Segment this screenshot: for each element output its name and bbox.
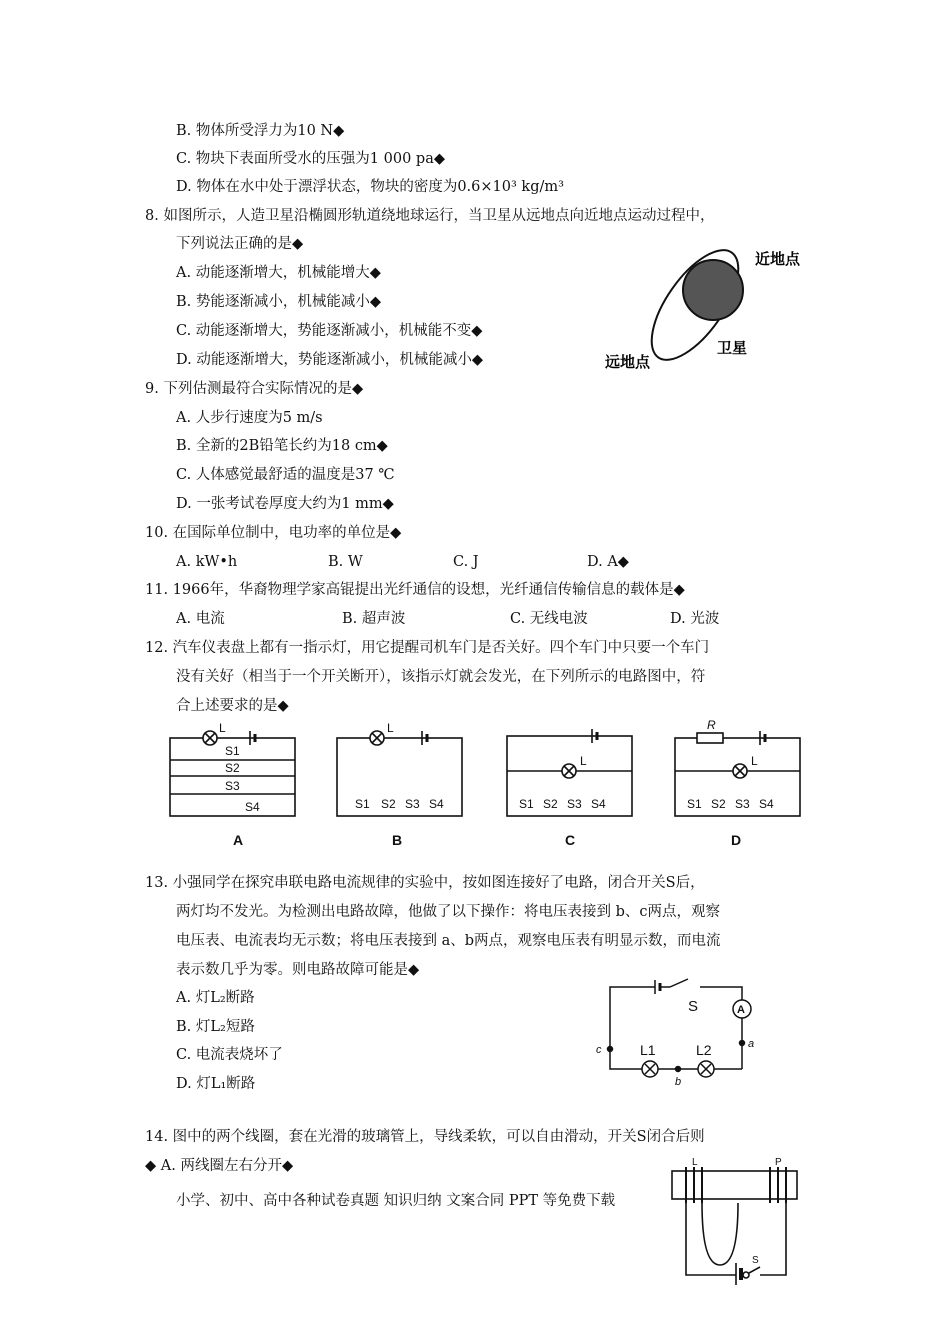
q8-option-c: C. 动能逐渐增大，势能逐渐减小，机械能不变◆ [176,323,483,339]
lamp-l2-label: L2 [696,1042,712,1058]
q9-stem: 9. 下列估测最符合实际情况的是◆ [145,381,364,397]
switch-label: S4 [591,797,606,811]
figure-label-c: C [565,832,576,848]
circuit-b [337,721,462,848]
q10-option-a: A. kW•h [176,554,238,570]
switch-label: S1 [355,797,370,811]
coil-l-label: L [692,1157,698,1168]
switch-label: S2 [543,797,558,811]
q13-stem-2: 两灯均不发光。为检测出电路故障，他做了以下操作：将电压表接到 b、c两点，观察 [176,904,721,920]
q12-stem-1: 12. 汽车仪表盘上都有一指示灯，用它提醒司机车门是否关好。四个车门中只要一个车门 [145,640,710,656]
lamp-l1-label: L1 [640,1042,656,1058]
q13-stem-1: 13. 小强同学在探究串联电路电流规律的实验中，按如图连接好了电路，闭合开关S后， [145,875,705,891]
q14-stem: 14. 图中的两个线圈，套在光滑的玻璃管上，导线柔软，可以自由滑动，开关S闭合后则 [145,1129,705,1145]
q11-stem: 11. 1966年，华裔物理学家高锟提出光纤通信的设想，光纤通信传输信息的载体是◆ [145,582,685,598]
q11-option-a: A. 电流 [176,611,225,627]
q10-option-d: D. A◆ [587,554,629,570]
q8-option-d: D. 动能逐渐增大，势能逐渐减小，机械能减小◆ [176,352,483,368]
q12-circuit-figures [165,718,805,853]
q13-option-b: B. 灯L₂短路 [176,1019,255,1035]
circuit-a [170,721,295,848]
switch-label: S1 [225,744,240,758]
far-point-label: 远地点 [605,354,651,371]
resistor-label: R [707,718,716,732]
switch-label: S4 [245,800,260,814]
q7-option-c: C. 物块下表面所受水的压强为1 000 pa◆ [176,151,445,167]
switch-label: S [688,998,699,1015]
switch-label: S3 [405,797,420,811]
q7-option-d: D. 物体在水中处于漂浮状态，物块的密度为0.6×10³ kg/m³ [176,179,564,195]
q13-option-d: D. 灯L₁断路 [176,1076,256,1092]
ammeter-label: A [737,1004,745,1016]
lamp-label: L [751,754,758,768]
switch-label: S1 [687,797,702,811]
point-a-label: a [748,1038,755,1050]
near-point-label: 近地点 [755,251,801,268]
circuit-c [507,729,632,848]
q9-option-c: C. 人体感觉最舒适的温度是37 ℃ [176,467,395,483]
q9-option-b: B. 全新的2B铅笔长约为18 cm◆ [176,438,388,454]
q8-option-a: A. 动能逐渐增大，机械能增大◆ [176,265,381,281]
circuit-d [675,718,800,848]
point-c-label: c [596,1044,602,1056]
q14-coil-figure [660,1155,810,1285]
q14-option-a: ◆ A. 两线圈左右分开◆ [145,1158,294,1174]
switch-label: S4 [429,797,444,811]
q8-stem-2: 下列说法正确的是◆ [176,236,304,252]
q10-option-b: B. W [328,554,363,570]
switch-label: S2 [225,761,240,775]
q11-option-c: C. 无线电波 [510,611,588,627]
switch-label: S3 [225,779,240,793]
point-b-label: b [675,1076,682,1088]
q8-option-b: B. 势能逐渐减小，机械能减小◆ [176,294,382,310]
switch-label: S2 [711,797,726,811]
lamp-label: L [219,721,226,735]
q7-option-b: B. 物体所受浮力为10 N◆ [176,123,345,139]
q12-stem-2: 没有关好（相当于一个开关断开），该指示灯就会发光，在下列所示的电路图中，符 [176,669,706,685]
lamp-label: L [580,754,587,768]
footer-download-text: 小学、初中、高中各种试卷真题 知识归纳 文案合同 PPT 等免费下载 [176,1193,616,1209]
q13-option-a: A. 灯L₂断路 [176,990,255,1006]
switch-label: S3 [567,797,582,811]
q11-option-d: D. 光波 [670,611,720,627]
switch-label: S2 [381,797,396,811]
switch-label: S3 [735,797,750,811]
q13-stem-3: 电压表、电流表均无示数；将电压表接到 a、b两点，观察电压表有明显示数，而电流 [176,933,721,949]
q8-stem-1: 8. 如图所示，人造卫星沿椭圆形轨道绕地球运行，当卫星从远地点向近地点运动过程中， [145,208,715,224]
q13-circuit-figure [590,975,760,1090]
q13-option-c: C. 电流表烧坏了 [176,1047,283,1063]
q13-stem-4: 表示数几乎为零。则电路故障可能是◆ [176,962,420,978]
switch-label: S [752,1255,759,1266]
q10-stem: 10. 在国际单位制中，电功率的单位是◆ [145,525,402,541]
q12-stem-3: 合上述要求的是◆ [176,698,289,714]
figure-label-a: A [233,832,244,848]
q9-option-a: A. 人步行速度为5 m/s [176,410,323,426]
satellite-label: 卫星 [717,340,748,357]
satellite-orbit-figure [595,235,815,375]
figure-label-d: D [731,832,742,848]
figure-label-b: B [392,832,403,848]
q11-option-b: B. 超声波 [342,611,406,627]
q9-option-d: D. 一张考试卷厚度大约为1 mm◆ [176,496,394,512]
coil-p-label: P [775,1157,782,1168]
switch-label: S4 [759,797,774,811]
switch-label: S1 [519,797,534,811]
q10-option-c: C. J [453,554,479,570]
lamp-label: L [387,721,394,735]
